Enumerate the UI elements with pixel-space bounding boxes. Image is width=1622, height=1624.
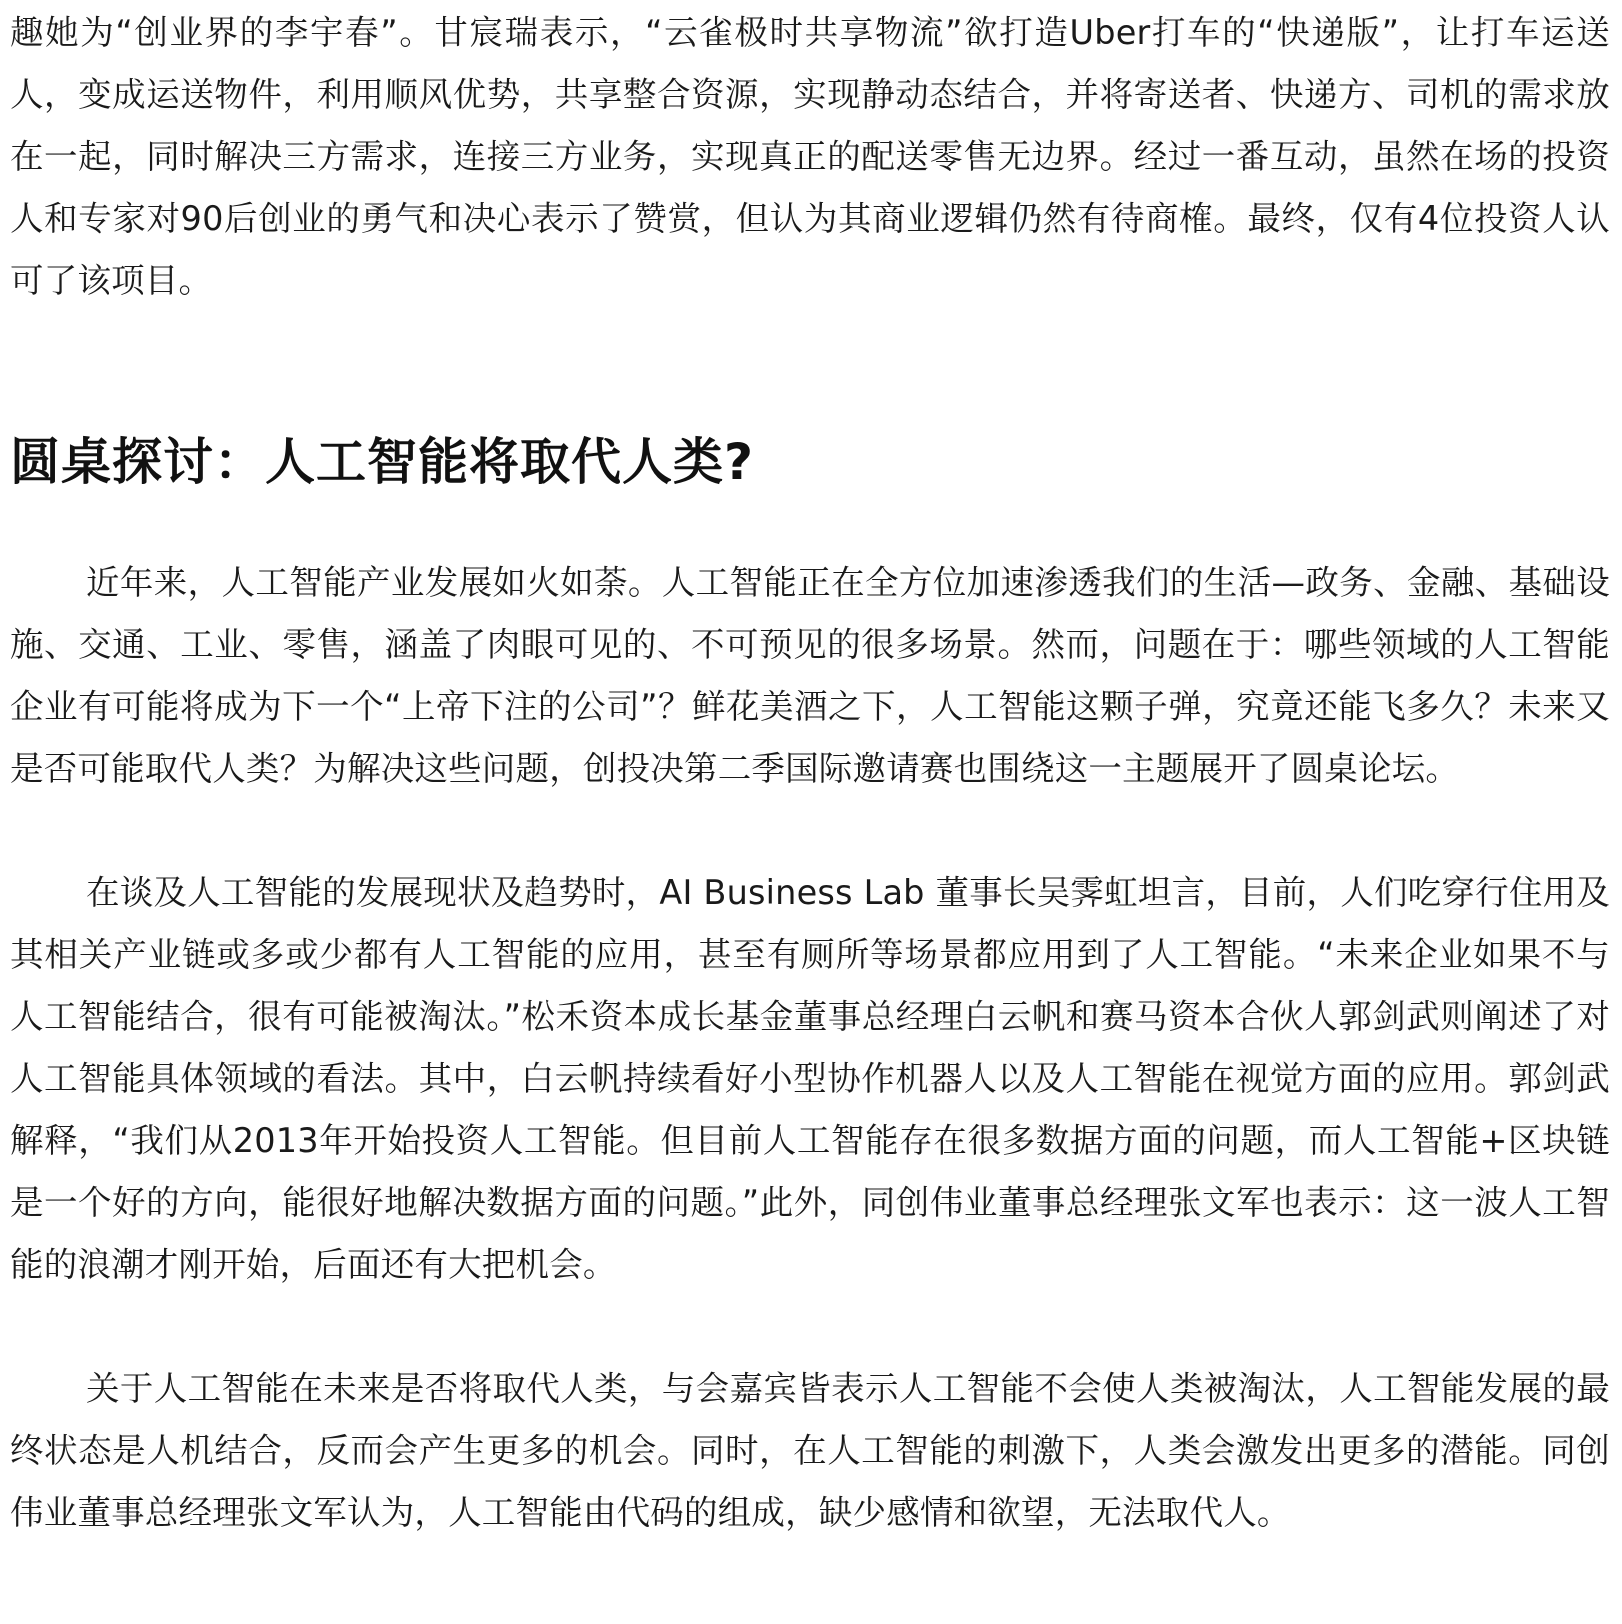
- spacer: [10, 312, 1610, 432]
- section-heading: 圆桌探讨：人工智能将取代人类?: [10, 433, 755, 491]
- paragraph-ai-industry: 近年来，人工智能产业发展如火如荼。人工智能正在全方位加速渗透我们的生活—政务、金融、基础设施、交通、工业、零售，涵盖了肉眼可见的、不可预见的很多场景。然而，问题在于：哪些领域的人工智能企业有可能将成为下一个“上帝下注的公司”？鲜花美酒之下，人工智能这颗子弹，究竟还能飞多久？未来又是否可能取代人类？为解决这些问题，创投决第二季国际邀请赛也围绕这一主题展开了圆桌论坛。: [10, 563, 1610, 788]
- paragraph-ai-replace-humans: 关于人工智能在未来是否将取代人类，与会嘉宾皆表示人工智能不会使人类被淘汰，人工智能发展的最终状态是人机结合，反而会产生更多的机会。同时，在人工智能的刺激下，人类会激发出更多的潜能。同创伟业董事总经理张文军认为，人工智能由代码的组成，缺少感情和欲望，无法取代人。: [10, 1369, 1610, 1532]
- article-body: [10, 0, 1610, 1544]
- spacer: [10, 1296, 1610, 1358]
- spacer: [10, 800, 1610, 862]
- spacer: [10, 492, 1610, 552]
- paragraph-ai-status: 在谈及人工智能的发展现状及趋势时，AI Business Lab 董事长吴霁虹坦言，目前，人们吃穿行住用及其相关产业链或多或少都有人工智能的应用，甚至有厕所等场景都应用到了人工智能。“未来企业如果不与人工智能结合，很有可能被淘汰。”松禾资本成长基金董事总经理白云帆和赛马资本合伙人郭剑武则阐述了对人工智能具体领域的看法。其中，白云帆持续看好小型协作机器人以及人工智能在视觉方面的应用。郭剑武解释，“我们从2013年开始投资人工智能。但目前人工智能存在很多数据方面的问题，而人工智能+区块链是一个好的方向，能很好地解决数据方面的问题。”此外，同创伟业董事总经理张文军也表示：这一波人工智能的浪潮才刚开始，后面还有大把机会。: [10, 873, 1610, 1284]
- intro-paragraph: 趣她为“创业界的李宇春”。甘宸瑞表示，“云雀极时共享物流”欲打造Uber打车的“快递版”，让打车运送人，变成运送物件，利用顺风优势，共享整合资源，实现静动态结合，并将寄送者、快递方、司机的需求放在一起，同时解决三方需求，连接三方业务，实现真正的配送零售无边界。经过一番互动，虽然在场的投资人和专家对90后创业的勇气和决心表示了赞赏，但认为其商业逻辑仍然有待商榷。最终，仅有4位投资人认可了该项目。: [10, 13, 1610, 300]
